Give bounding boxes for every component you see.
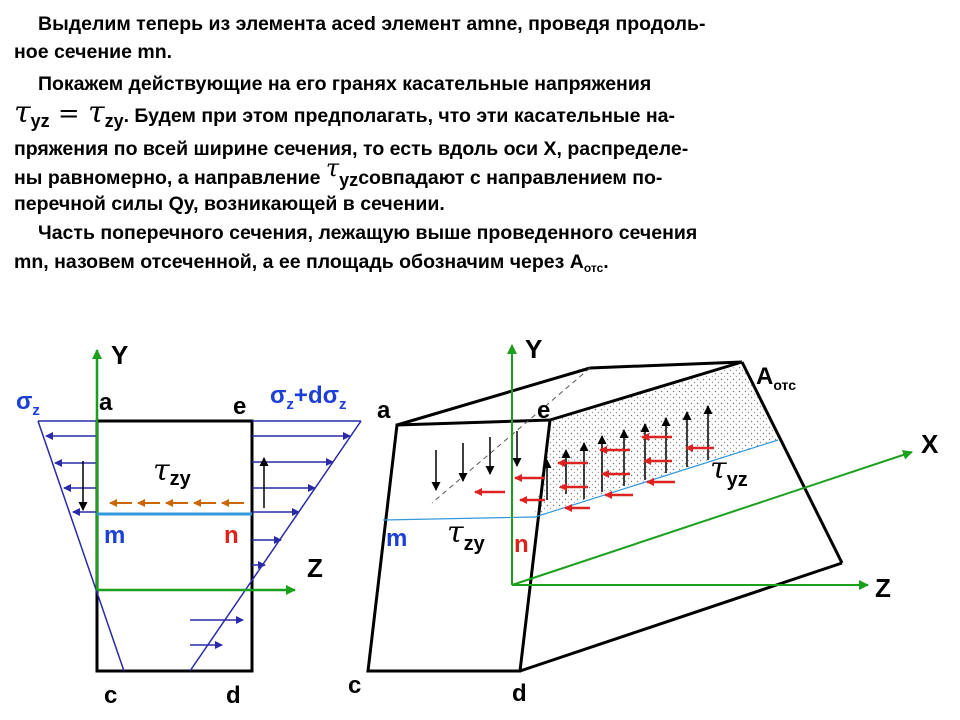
- sigma-left-arrows: [46, 436, 97, 512]
- sigma-z-right-label: [270, 382, 347, 413]
- text-span: ны равномерно, а направление: [14, 167, 326, 189]
- left-axis-y-label: Y: [111, 340, 129, 370]
- text-span: . Будем при этом предполагать, что эти касательные на-: [123, 105, 675, 127]
- prism-bottom-edge: [520, 563, 842, 671]
- right-e-label: e: [537, 397, 551, 424]
- area-ots-label: [756, 363, 796, 393]
- left-m-label: m: [104, 522, 126, 549]
- tau-symbol: τ: [710, 451, 727, 486]
- tau-symbol: τ: [325, 154, 340, 182]
- subscript-yz: yz: [30, 111, 50, 131]
- tau-symbol: τ: [447, 515, 464, 550]
- right-diagram: [348, 334, 939, 707]
- text-span: ное сечение mn.: [14, 41, 173, 63]
- sigma-sub: z: [286, 396, 294, 413]
- prism-top-back-edge: [590, 362, 742, 368]
- left-tau-zy-label: [153, 453, 192, 490]
- equals-sign: =: [49, 99, 88, 129]
- area-sub: отс: [773, 377, 797, 393]
- sigma-z-left-label: [16, 388, 40, 419]
- area-symbol: A: [756, 363, 774, 390]
- sigma-right-outline: [190, 421, 361, 671]
- text-span: перечной силы Qy, возникающей в сечении.: [14, 193, 445, 215]
- right-tau-yz-label: [710, 451, 748, 491]
- right-a-label: a: [377, 397, 391, 424]
- text-span: Выделим теперь из элемента aced элемент amne, проведя продоль-: [38, 13, 706, 35]
- left-diagram: [16, 340, 361, 709]
- sigma-sub: z: [339, 396, 347, 413]
- right-axis-z-label: Z: [875, 573, 891, 603]
- subscript-yz: yz: [339, 170, 359, 190]
- right-c-label: c: [348, 672, 362, 699]
- left-e-label: e: [233, 393, 247, 420]
- right-axis-x-label: X: [921, 429, 939, 459]
- text-span: Покажем действующие на его гранях касательные напряжения: [38, 73, 652, 95]
- right-axis-y-label: Y: [525, 334, 543, 364]
- subscript-zy: zy: [104, 111, 124, 131]
- tau-sub: yz: [726, 469, 748, 491]
- sigma-right-arrows: [190, 436, 350, 645]
- text-span: mn, назовем отсеченной, а ее площадь обозначим через A: [14, 251, 584, 273]
- text-span: Часть поперечного сечения, лежащую выше проведенного сечения: [38, 222, 698, 244]
- right-down-arrows: [436, 431, 517, 490]
- right-d-label: d: [512, 680, 527, 707]
- left-axis-z-label: Z: [307, 553, 323, 583]
- left-n-label: n: [224, 522, 239, 549]
- right-tau-zy-label: [447, 515, 486, 555]
- tau-symbol: τ: [153, 453, 170, 488]
- tau-symbol: τ: [14, 95, 31, 130]
- sigma-symbol: σ: [16, 388, 33, 415]
- tau-sub: zy: [463, 533, 485, 555]
- sigma-symbol: σ: [270, 382, 287, 409]
- sigma-plus: +dσ: [293, 382, 340, 409]
- text-span: .: [603, 251, 609, 273]
- tau-sub: zy: [169, 468, 191, 490]
- right-n-label: n: [514, 531, 529, 558]
- right-m-label: m: [386, 525, 408, 552]
- text-span: совпадают с направлением по-: [358, 167, 663, 189]
- tau-symbol: τ: [87, 95, 105, 130]
- text-span: пряжения по всей ширине сечения, то есть вдоль оси X, распределе-: [14, 138, 689, 160]
- left-c-label: c: [104, 682, 118, 709]
- sigma-sub: z: [32, 402, 40, 419]
- subscript-ots: отс: [583, 261, 604, 275]
- left-a-label: a: [99, 389, 113, 416]
- left-d-label: d: [226, 682, 241, 709]
